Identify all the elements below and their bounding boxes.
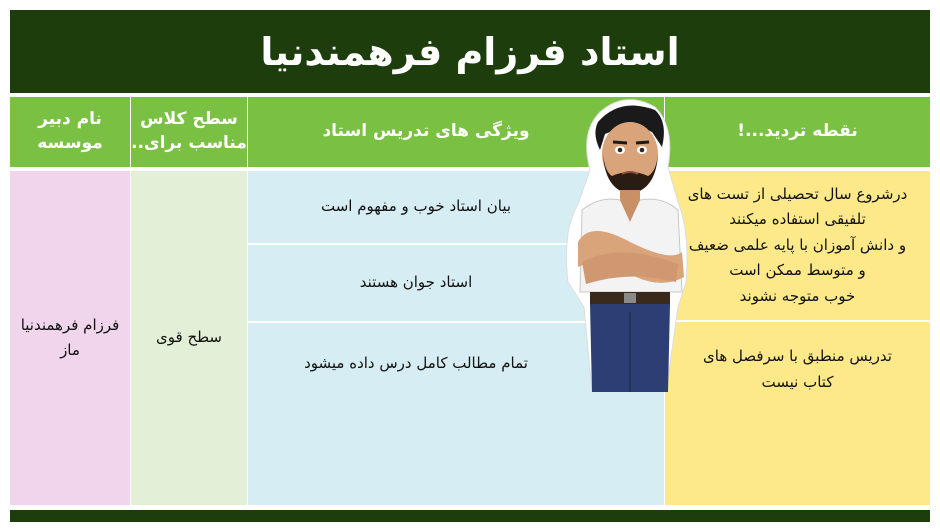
header-doubt-point [665,97,930,167]
page-title: استاد فرزام فرهمندنیا [260,29,680,74]
header-teacher-name-label: نام دبیر موسسه [37,109,103,153]
teacher-illustration [560,92,690,392]
header-class-level-label: سطح کلاس مناسب برای.. [131,109,247,153]
title-bar [10,10,930,93]
teacher-name-cell [10,171,130,505]
class-level: سطح قوی [156,328,222,347]
header-class-level [131,97,247,167]
doubt-cell [665,171,930,320]
class-level-cell [131,171,247,505]
header-teacher-name [10,97,130,167]
header-doubt-point-label: نقطه تردید...! [737,121,858,142]
doubt-text: تدریس منطبق با سرفصل های کتاب نیست [703,347,892,391]
header-teaching-features-label: ویژگی های تدریس استاد [322,121,530,142]
feature-text: استاد جوان هستند [359,273,473,292]
feature-text: تمام مطالب کامل درس داده میشود [304,354,528,372]
feature-text: بیان استاد خوب و مفهوم است [320,197,512,216]
footer-bar [10,510,930,522]
doubt-text: درشروع سال تحصیلی از تست های تلفیقی استفاده میکنند و دانش آموزان با پایه علمی ضعیف و متوسط ممکن است خوب متوجه نشوند [687,184,908,305]
doubt-cell [665,322,930,505]
teacher-name: فرزام فرهمندنیا ماز [20,315,120,359]
